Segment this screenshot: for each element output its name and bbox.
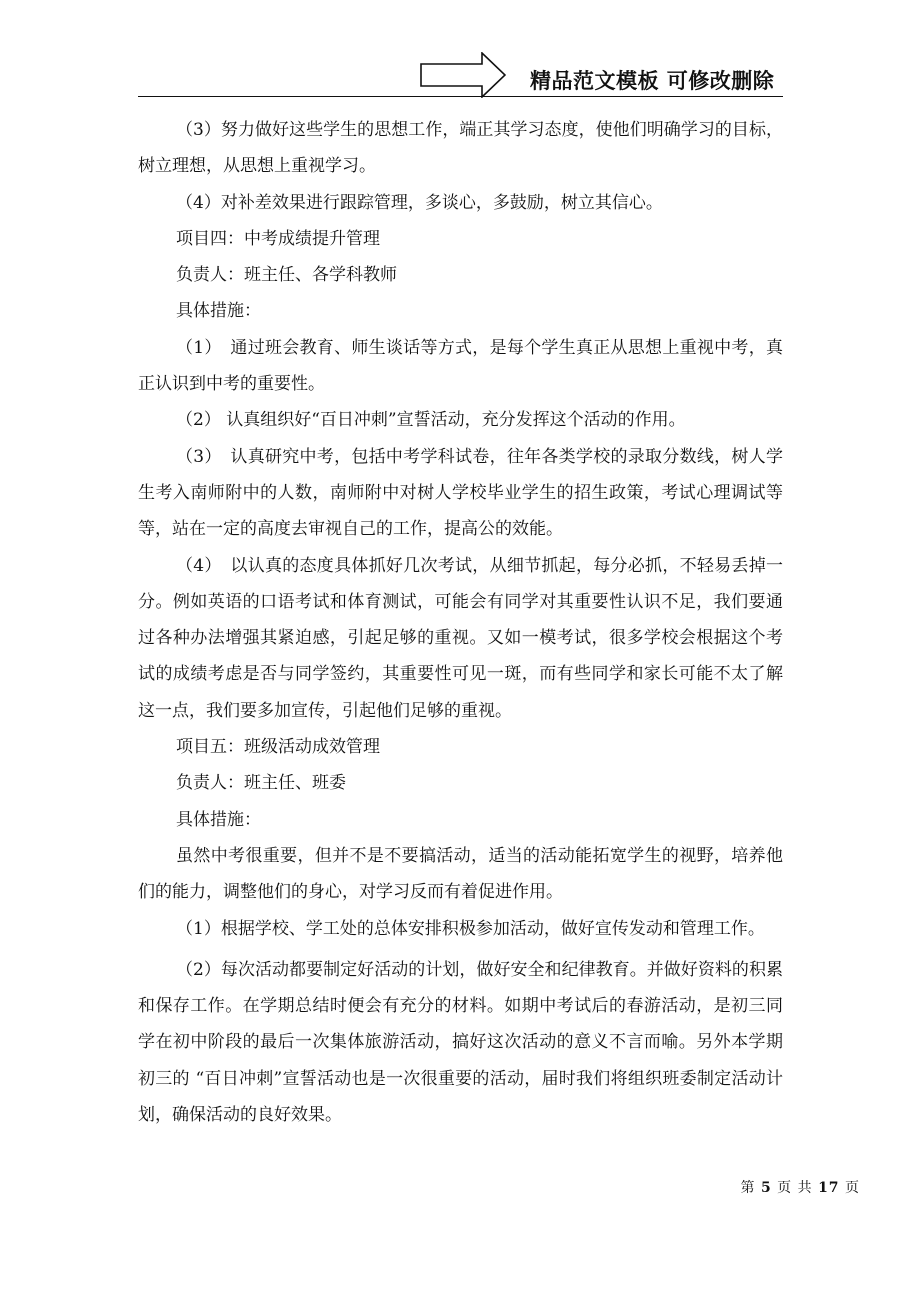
page-footer (741, 1178, 861, 1198)
total-pages-number: 17 (818, 1180, 840, 1196)
paragraph: （3） 认真研究中考，包括中考学科试卷，往年各类学校的录取分数线，树人学生考入南师附中的人数，南师附中对树人学校毕业学生的招生政策，考试心理调试等等，站在一定的高度去审视自己的工作，提高公的效能。 (138, 446, 783, 540)
paragraph: 负责人：班主任、各学科教师 (176, 265, 397, 286)
document-body (138, 112, 783, 1133)
right-arrow-icon (420, 52, 506, 98)
section-heading: 项目四：中考成绩提升管理 (176, 228, 380, 249)
paragraph: 虽然中考很重要，但并不是不要搞活动，适当的活动能拓宽学生的视野，培养他们的能力，调整他们的身心，对学习反而有着促进作用。 (138, 845, 783, 903)
header-divider (138, 96, 783, 97)
header-title: 精品范文模板 可修改删除 (530, 69, 775, 93)
section-heading: 项目五：班级活动成效管理 (176, 737, 380, 758)
paragraph: （3）努力做好这些学生的思想工作，端正其学习态度，使他们明确学习的目标，树立理想，从思想上重视学习。 (138, 120, 783, 177)
footer-mid: 页 共 (777, 1180, 813, 1196)
paragraph: 具体措施： (176, 809, 261, 830)
footer-prefix: 第 (740, 1180, 756, 1196)
paragraph: （4） 以认真的态度具体抓好几次考试，从细节抓起，每分必抓，不轻易丢掉一分。例如英语的口语考试和体育测试，可能会有同学对其重要性认识不足，我们要通过各种办法增强其紧迫感，引起足够的重视。又如一模考试，很多学校会根据这个考试的成绩考虑是否与同学签约，其重要性可见一斑，而有些同学和家长可能不太了解这一点，我们要多加宣传，引起他们足够的重视。 (138, 555, 783, 721)
footer-suffix: 页 (845, 1180, 860, 1196)
paragraph: 负责人：班主任、班委 (176, 773, 346, 794)
paragraph: （2）每次活动都要制定好活动的计划，做好安全和纪律教育。并做好资料的积累和保存工作。在学期总结时便会有充分的材料。如期中考试后的春游活动，是初三同学在初中阶段的最后一次集体旅游活动，搞好这次活动的意义不言而喻。另外本学期初三的 “百日冲刺”宣誓活动也是一次很重要的活动，届时我们将组织班委制定活动计划，确保活动的良好效果。 (138, 959, 783, 1126)
paragraph: 具体措施： (176, 301, 261, 322)
paragraph: （4）对补差效果进行跟踪管理，多谈心，多鼓励，树立其信心。 (176, 192, 663, 213)
paragraph: （1） 通过班会教育、师生谈话等方式，是每个学生真正从思想上重视中考，真正认识到中考的重要性。 (138, 337, 783, 395)
paragraph: （2） 认真组织好“百日冲刺”宣誓活动，充分发挥这个活动的作用。 (176, 410, 686, 431)
current-page-number: 5 (760, 1180, 772, 1196)
paragraph: （1）根据学校、学工处的总体安排积极参加活动，做好宣传发动和管理工作。 (176, 918, 765, 939)
